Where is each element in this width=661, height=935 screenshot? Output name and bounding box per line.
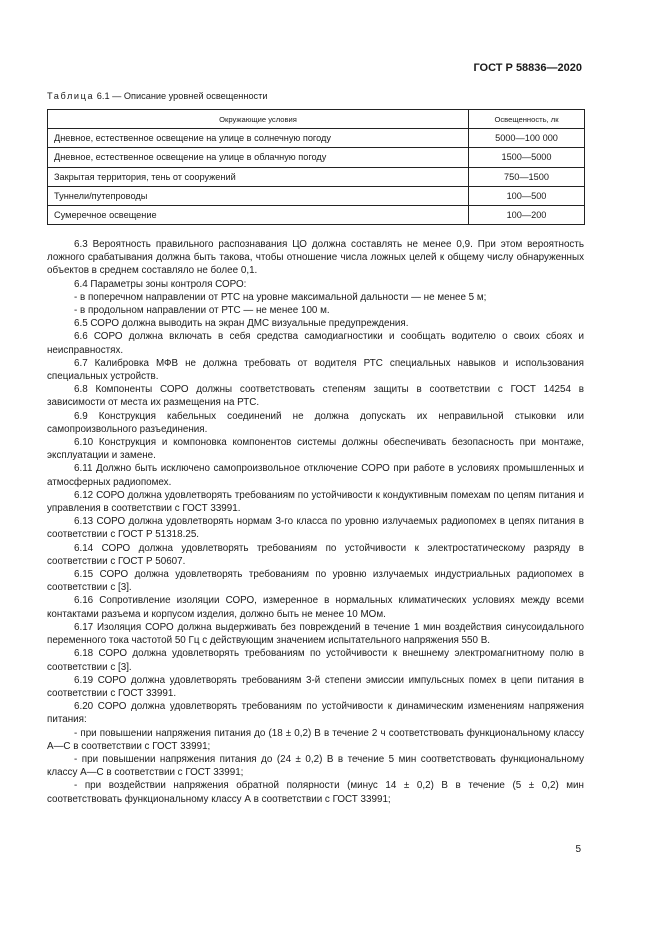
table-cell-illuminance: 750—1500 xyxy=(469,167,585,186)
paragraph: 6.10 Конструкция и компоновка компонентов системы должны обеспечивать безопасность при монтаже, эксплуатации и замене. xyxy=(47,437,584,462)
column-header-conditions: Окружающие условия xyxy=(48,110,469,129)
table-header-row xyxy=(48,110,585,129)
list-item: - в поперечном направлении от РТС на уровне максимальной дальности — не менее 5 м; xyxy=(74,291,487,303)
column-header-illuminance: Освещенность, лк xyxy=(469,110,585,129)
document-header: ГОСТ Р 58836—2020 xyxy=(473,62,582,74)
list-item: - при повышении напряжения питания до (24 ± 0,2) В в течение 5 мин соответствовать функциональному классу А—С в соответствии с ГОСТ 33991; xyxy=(47,753,584,779)
paragraph: 6.9 Конструкция кабельных соединений не должна допускать их неправильной стыковки или самопроизвольного разъединения. xyxy=(47,410,584,435)
paragraph: 6.4 Параметры зоны контроля СОРО: xyxy=(74,278,247,290)
list-item: - при повышении напряжения питания до (18 ± 0,2) В в течение 2 ч соответствовать функциональному классу А—С в соответствии с ГОСТ 33991; xyxy=(47,727,584,752)
table-row xyxy=(48,186,585,205)
paragraph: 6.13 СОРО должна удовлетворять нормам 3-го класса по уровню излучаемых радиопомех в цепях питания в соответствии с ГОСТ Р 51318.25. xyxy=(47,516,584,541)
paragraph: 6.16 Сопротивление изоляции СОРО, измеренное в нормальных климатических условиях между всеми контактами разъема и корпусом изделия, должно быть не менее 10 МОм. xyxy=(47,595,584,620)
table-cell-illuminance: 1500—5000 xyxy=(469,148,585,167)
table-cell-illuminance: 5000—100 000 xyxy=(469,129,585,148)
table-cell-condition: Дневное, естественное освещение на улице в солнечную погоду xyxy=(48,129,469,148)
table-row xyxy=(48,148,585,167)
table-cell-condition: Дневное, естественное освещение на улице в облачную погоду xyxy=(48,148,469,167)
paragraph: 6.5 СОРО должна выводить на экран ДМС визуальные предупреждения. xyxy=(74,318,409,330)
list-item: - при воздействии напряжения обратной полярности (минус 14 ± 0,2) В в течение (5 ± 0,2) мин соответствовать функциональному классу А в соответствии с ГОСТ 33991; xyxy=(47,780,584,805)
table-cell-condition: Закрытая территория, тень от сооружений xyxy=(48,167,469,186)
paragraph: 6.15 СОРО должна удовлетворять требованиям по уровню излучаемых индустриальных радиопомех в соответствии с [3]. xyxy=(47,569,584,594)
paragraph: 6.7 Калибровка МФВ не должна требовать от водителя РТС специальных навыков и использования специальных устройств. xyxy=(47,357,584,383)
paragraph: 6.3 Вероятность правильного распознавания ЦО должна составлять не менее 0,9. При этом вероятность ложного срабатывания должна быть такова, чтобы отношение числа ложных целей к общему числу обнаруженных объектов в среднем составляло не более 0,1. xyxy=(47,239,584,277)
table-row xyxy=(48,206,585,225)
table-cell-condition: Сумеречное освещение xyxy=(48,206,469,225)
paragraph: 6.6 СОРО должна включать в себя средства самодиагностики и сообщать водителю о своих сбоях и неисправностях. xyxy=(47,331,584,356)
illumination-table xyxy=(47,109,585,225)
table-row xyxy=(48,129,585,148)
table-caption xyxy=(47,91,268,101)
page-number: 5 xyxy=(575,844,581,855)
paragraph: 6.19 СОРО должна удовлетворять требованиям 3-й степени эмиссии импульсных помех в цепи питания в соответствии с ГОСТ 33991. xyxy=(47,674,584,699)
paragraph: 6.8 Компоненты СОРО должны соответствовать степеням защиты в соответствии с ГОСТ 14254 в зависимости от места их размещения на РТС. xyxy=(47,384,584,409)
table-cell-condition: Туннели/путепроводы xyxy=(48,186,469,205)
paragraph: 6.12 СОРО должна удовлетворять требованиям по устойчивости к кондуктивным помехам по цепям питания и управления в соответствии с ГОСТ 33991. xyxy=(47,489,584,515)
paragraph: 6.14 СОРО должна удовлетворять требованиям по устойчивости к электростатическому разряду в соответствии с ГОСТ Р 50607. xyxy=(47,542,584,567)
table-cell-illuminance: 100—500 xyxy=(469,186,585,205)
body-text xyxy=(47,238,584,806)
table-caption-text: 6.1 — Описание уровней освещенности xyxy=(96,91,268,101)
list-item: - в продольном направлении от РТС — не менее 100 м. xyxy=(74,305,330,317)
paragraph: 6.20 СОРО должна удовлетворять требованиям по устойчивости к динамическим изменениям напряжения питания: xyxy=(47,701,584,726)
paragraph: 6.11 Должно быть исключено самопроизвольное отключение СОРО при работе в условиях промышленных и атмосферных радиопомех. xyxy=(47,463,584,488)
table-cell-illuminance: 100—200 xyxy=(469,206,585,225)
paragraph: 6.17 Изоляция СОРО должна выдерживать без повреждений в течение 1 мин воздействия синусоидального переменного тока частотой 50 Гц с действующим значением испытательного напряжения 550 В. xyxy=(47,621,584,647)
paragraph: 6.18 СОРО должна удовлетворять требованиям по устойчивости к внешнему электромагнитному полю в соответствии с [3]. xyxy=(47,648,584,673)
table-row xyxy=(48,167,585,186)
table-caption-prefix: Таблица xyxy=(47,91,95,101)
